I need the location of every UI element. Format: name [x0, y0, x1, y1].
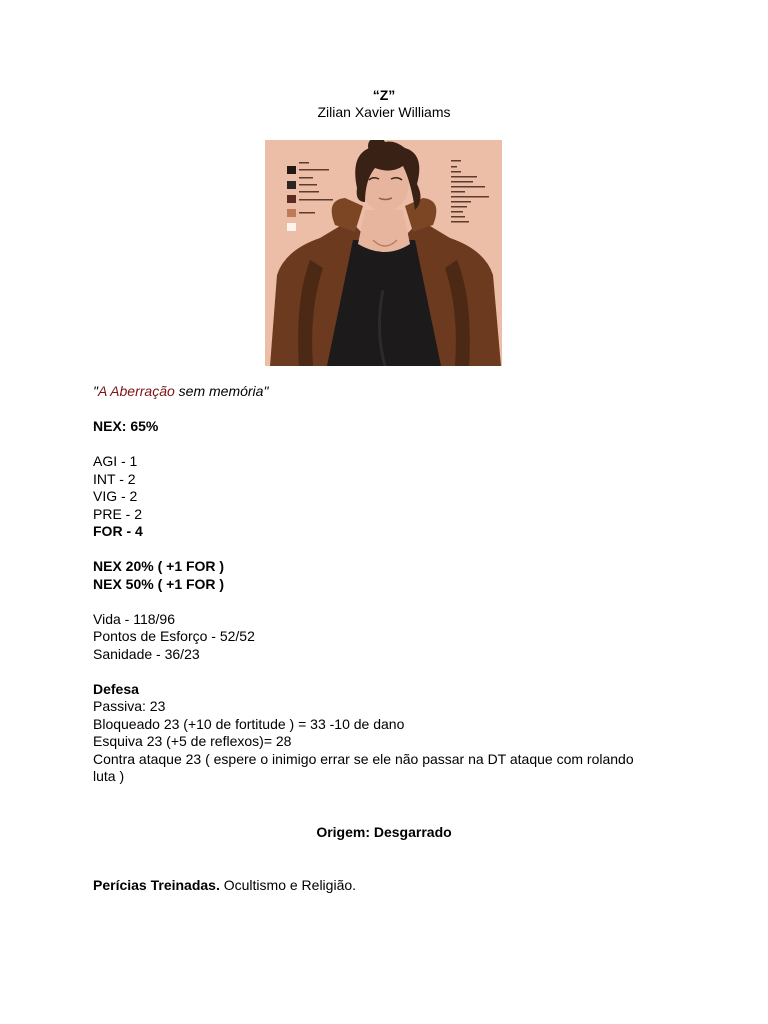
trained-skills: [93, 877, 653, 893]
spacer: [93, 663, 653, 681]
character-sheet-body: [93, 383, 653, 786]
resource-esforco: Pontos de Esforço - 52/52: [93, 628, 255, 644]
epithet-open-quote: ": [93, 383, 98, 399]
defense-passive: Passiva: 23: [93, 698, 166, 714]
defense-title: Defesa: [93, 680, 139, 697]
epithet-accent: A Aberração: [97, 383, 175, 399]
attribute-vig: VIG - 2: [93, 488, 138, 504]
portrait-illustration: [265, 140, 502, 366]
resource-sanidade: Sanidade - 36/23: [93, 645, 200, 662]
defense-blocked: Bloqueado 23 (+10 de fortitude ) = 33 -10 de dano: [93, 715, 405, 732]
nex-level: NEX: 65%: [93, 418, 159, 434]
epithet-rest: sem memória": [174, 383, 269, 399]
defense-dodge: Esquiva 23 (+5 de reflexos)= 28: [93, 733, 292, 749]
nex-bonus-20: NEX 20% ( +1 FOR ): [93, 558, 225, 574]
epithet: [93, 383, 653, 401]
nex-bonus-50: NEX 50% ( +1 FOR ): [93, 575, 225, 592]
character-portrait: [265, 140, 502, 366]
trained-skills-value: Ocultismo e Religião.: [219, 877, 357, 893]
spacer: [93, 593, 653, 611]
attribute-pre: PRE - 2: [93, 505, 143, 522]
spacer: [93, 401, 653, 419]
resource-vida: Vida - 118/96: [93, 610, 175, 627]
attribute-int: INT - 2: [93, 470, 136, 487]
character-full-name: Zilian Xavier Williams: [317, 104, 451, 120]
spacer: [93, 541, 653, 559]
character-nickname: “Z”: [372, 87, 396, 103]
trained-skills-label: Perícias Treinadas.: [93, 877, 220, 893]
spacer: [93, 436, 653, 454]
origin-heading: Origem: Desgarrado: [316, 824, 452, 840]
attribute-agi: AGI - 1: [93, 453, 138, 469]
defense-counter: Contra ataque 23 ( espere o inimigo errar se ele não passar na DT ataque com rolando luta ): [93, 750, 634, 784]
attribute-for: FOR - 4: [93, 523, 143, 539]
